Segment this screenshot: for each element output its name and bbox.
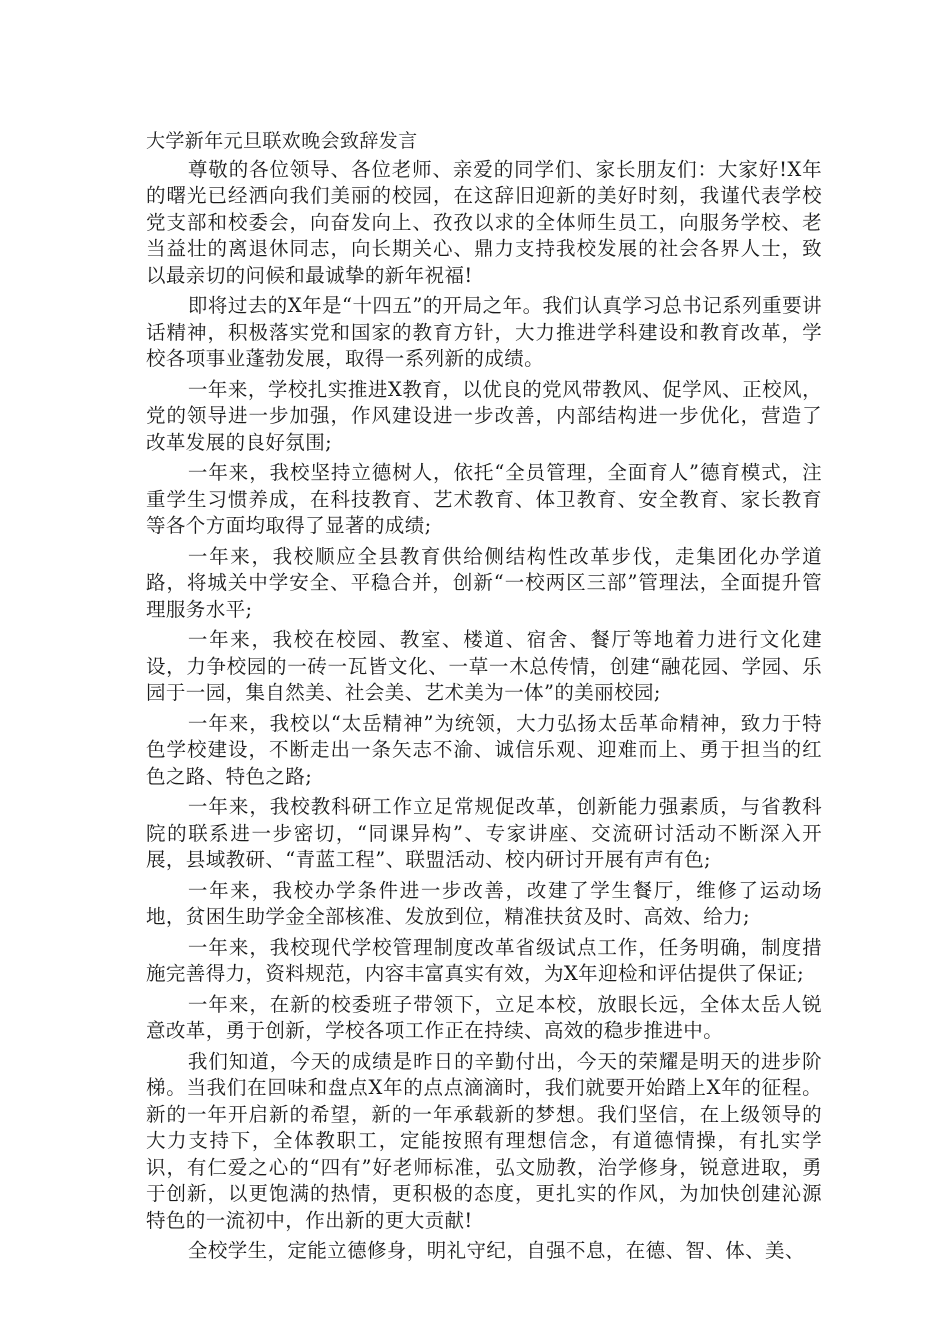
paragraph-achievement-research: 一年来，我校教科研工作立足常规促改革，创新能力强素质，与省教科院的联系进一步密切，“同课异构”、专家讲座、交流研讨活动不断深入开展，县域教研、“青蓝工程”、联盟活动、校内研讨开展有声有色; — [146, 795, 822, 871]
paragraph-achievement-reform: 一年来，我校顺应全县教育供给侧结构性改革步伐，走集团化办学道路，将城关中学安全、平稳合并，创新“一校两区三部”管理法，全面提升管理服务水平; — [146, 544, 822, 621]
paragraph-achievement-culture: 一年来，我校在校园、教室、楼道、宿舍、餐厅等地着力进行文化建设，力争校园的一砖一瓦皆文化、一草一木总传情，创建“融花园、学园、乐园于一园，集自然美、社会美、艺术美为一体”的美丽校园; — [146, 628, 822, 704]
paragraph-students: 全校学生，定能立德修身，明礼守纪，自强不息，在德、智、体、美、 — [187, 1239, 805, 1262]
paragraph-achievement-party: 一年来，学校扎实推进X教育，以优良的党风带教风、促学风、正校风，党的领导进一步加强，作风建设进一步改善，内部结构进一步优化，营造了改革发展的良好氛围; — [146, 377, 822, 454]
paragraph-achievement-spirit: 一年来，我校以“太岳精神”为统领，大力弘扬太岳革命精神，致力于特色学校建设，不断走出一条矢志不渝、诚信乐观、迎难而上、勇于担当的红色之路、特色之路; — [146, 711, 822, 788]
paragraph-greeting: 尊敬的各位领导、各位老师、亲爱的同学们、家长朋友们：大家好!X年的曙光已经洒向我们美丽的校园，在这辞旧迎新的美好时刻，我谨代表学校党支部和校委会，向奋发向上、孜孜以求的全体师生员工，向服务学校、老当益壮的离退休同志，向长期关心、鼎力支持我校发展的社会各界人士，致以最亲切的问候和最诚挚的新年祝福! — [146, 157, 822, 287]
document-body — [146, 128, 822, 1269]
paragraph-achievement-leadership: 一年来，在新的校委班子带领下，立足本校，放眼长远，全体太岳人锐意改革，勇于创新，学校各项工作正在持续、高效的稳步推进中。 — [146, 992, 822, 1042]
paragraph-achievement-conditions: 一年来，我校办学条件进一步改善，改建了学生餐厅，维修了运动场地，贫困生助学金全部核准、发放到位，精准扶贫及时、高效、给力; — [146, 878, 822, 928]
document-title: 大学新年元旦联欢晚会致辞发言 — [146, 130, 418, 152]
paragraph-year-summary: 即将过去的X年是“十四五”的开局之年。我们认真学习总书记系列重要讲话精神，积极落实党和国家的教育方针，大力推进学科建设和教育改革，学校各项事业蓬勃发展，取得一系列新的成绩。 — [146, 294, 822, 370]
paragraph-achievement-moral: 一年来，我校坚持立德树人，依托“全员管理，全面育人”德育模式，注重学生习惯养成，在科技教育、艺术教育、体卫教育、安全教育、家长教育等各个方面均取得了显著的成绩; — [146, 461, 822, 537]
paragraph-outlook: 我们知道，今天的成绩是昨日的辛勤付出，今天的荣耀是明天的进步阶梯。当我们在回味和盘点X年的点点滴滴时，我们就要开始踏上X年的征程。新的一年开启新的希望，新的一年承载新的梦想。我们坚信，在上级领导的大力支持下，全体教职工，定能按照有理想信念，有道德情操，有扎实学识，有仁爱之心的“四有”好老师标准，弘文励教，治学修身，锐意进取，勇于创新，以更饱满的热情，更积极的态度，更扎实的作风，为加快创建沁源特色的一流初中，作出新的更大贡献! — [146, 1049, 822, 1232]
paragraph-achievement-management: 一年来，我校现代学校管理制度改革省级试点工作，任务明确，制度措施完善得力，资料规范，内容丰富真实有效，为X年迎检和评估提供了保证; — [146, 935, 822, 985]
